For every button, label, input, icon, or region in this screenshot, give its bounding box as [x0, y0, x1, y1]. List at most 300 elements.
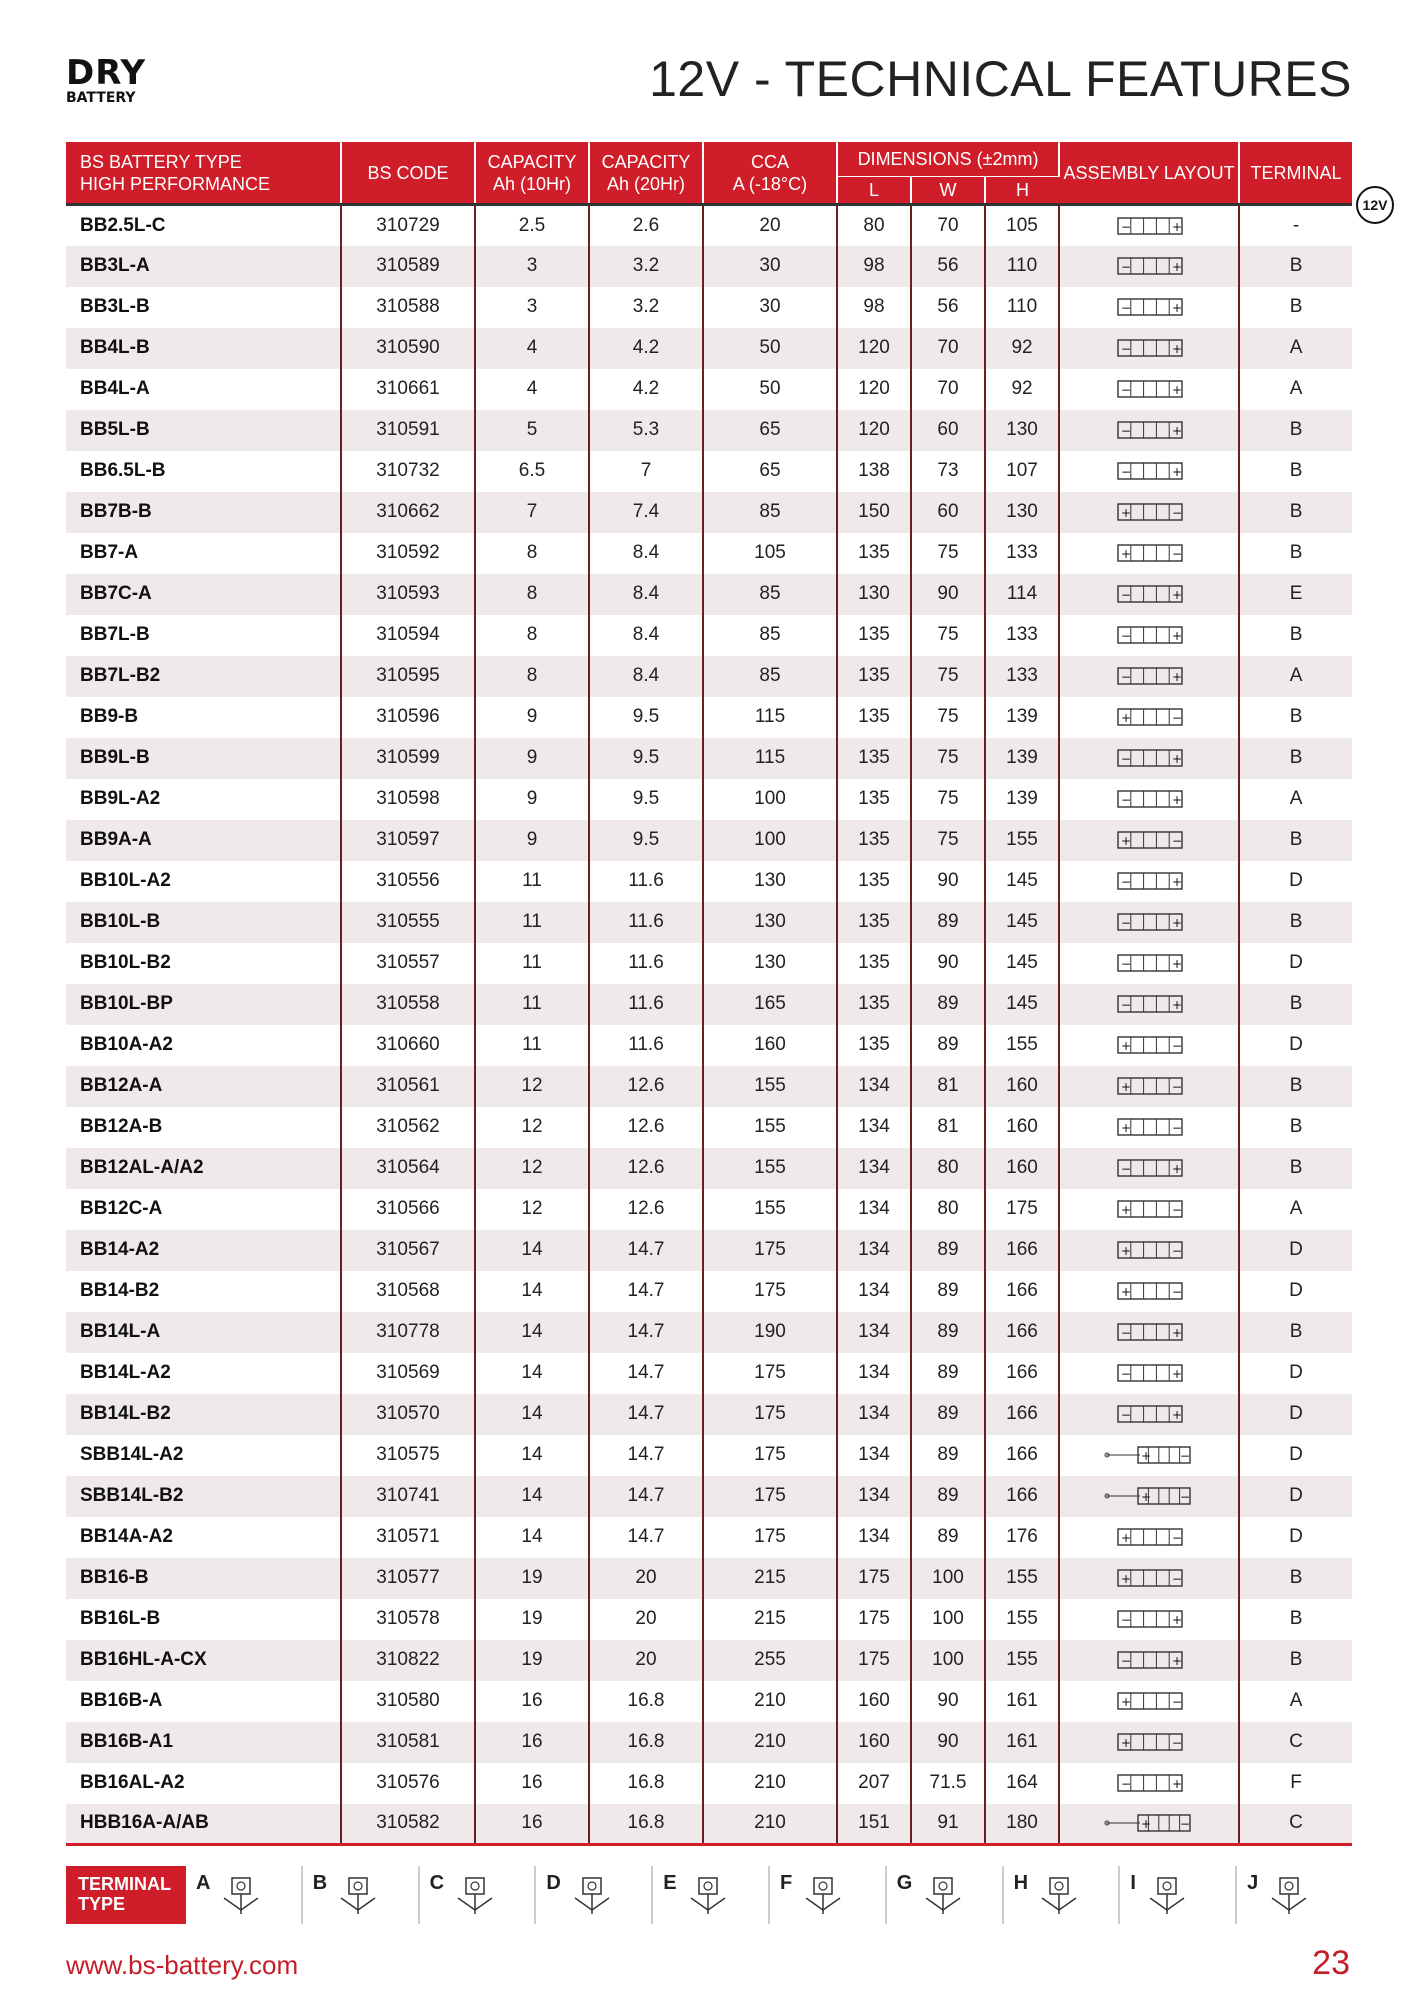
cell-w: 75	[911, 820, 985, 861]
cell-type: BB6.5L-B	[66, 451, 341, 492]
cell-w: 89	[911, 1517, 985, 1558]
header-type	[66, 142, 341, 205]
cell-cca: 130	[703, 861, 837, 902]
cell-w: 81	[911, 1107, 985, 1148]
cell-cca: 85	[703, 615, 837, 656]
cell-l: 134	[837, 1435, 911, 1476]
cell-code: 310778	[341, 1312, 475, 1353]
cell-h: 160	[985, 1066, 1059, 1107]
cell-cap10: 5	[475, 410, 589, 451]
svg-text:−: −	[1172, 1285, 1183, 1299]
terminal-type-item	[303, 1866, 420, 1924]
cell-terminal: C	[1289, 1731, 1303, 1752]
svg-text:−: −	[1121, 1408, 1132, 1422]
cell-type: SBB14L-A2	[66, 1435, 341, 1476]
svg-text:+: +	[1121, 506, 1132, 520]
cell-terminal: B	[1289, 419, 1303, 440]
cell-cca: 175	[703, 1353, 837, 1394]
cell-code: 310569	[341, 1353, 475, 1394]
assembly-layout-icon	[1059, 533, 1239, 574]
cell-cca: 155	[703, 1066, 837, 1107]
brand-sub: BATTERY	[66, 90, 136, 106]
cell-h: 176	[985, 1517, 1059, 1558]
table-row	[66, 1189, 1352, 1230]
table-row	[66, 1763, 1352, 1804]
cell-cap10: 16	[475, 1722, 589, 1763]
cell-l: 130	[837, 574, 911, 615]
assembly-layout-icon	[1059, 1435, 1239, 1476]
cell-w: 100	[911, 1640, 985, 1681]
svg-text:+: +	[1172, 1654, 1183, 1668]
svg-text:+: +	[1172, 875, 1183, 889]
cell-w: 80	[911, 1189, 985, 1230]
cell-terminal: D	[1289, 1526, 1303, 1547]
cell-type: BB4L-A	[66, 369, 341, 410]
svg-text:−: −	[1121, 301, 1132, 315]
cell-l: 134	[837, 1271, 911, 1312]
cell-w: 91	[911, 1804, 985, 1845]
cell-type: BB12A-B	[66, 1107, 341, 1148]
table-row	[66, 451, 1352, 492]
cell-h: 130	[985, 492, 1059, 533]
cell-cap10: 14	[475, 1517, 589, 1558]
svg-text:−: −	[1121, 1367, 1132, 1381]
table-row	[66, 1681, 1352, 1722]
cell-h: 164	[985, 1763, 1059, 1804]
svg-text:−: −	[1121, 424, 1132, 438]
svg-text:+: +	[1121, 1039, 1132, 1053]
cell-type: BB16AL-A2	[66, 1763, 341, 1804]
cell-cap20: 3.2	[589, 246, 703, 287]
cell-w: 75	[911, 656, 985, 697]
cell-terminal: C	[1239, 1804, 1352, 1845]
svg-text:−: −	[1172, 1203, 1183, 1217]
cell-type: SBB14L-B2	[66, 1476, 341, 1517]
cell-w: 73	[911, 451, 985, 492]
assembly-layout-icon	[1059, 328, 1239, 369]
svg-text:−: −	[1172, 1572, 1183, 1586]
cell-l: 151	[837, 1804, 911, 1845]
cell-l: 134	[837, 1394, 911, 1435]
cell-h: 139	[985, 779, 1059, 820]
table-row	[66, 1107, 1352, 1148]
cell-cap10: 2.5	[475, 205, 589, 246]
cell-cca: 175	[703, 1476, 837, 1517]
table-row	[66, 779, 1352, 820]
cell-cap10: 3	[475, 287, 589, 328]
cell-cca: 210	[703, 1763, 837, 1804]
table-row	[66, 984, 1352, 1025]
cell-cca: 175	[703, 1517, 837, 1558]
header-type-line2: HIGH PERFORMANCE	[80, 173, 271, 194]
terminal-type-item	[653, 1866, 770, 1924]
cell-l: 135	[837, 820, 911, 861]
cell-cap20: 8.4	[589, 656, 703, 697]
svg-text:+: +	[1121, 1736, 1132, 1750]
table-row	[66, 902, 1352, 943]
cell-terminal: D	[1289, 1362, 1303, 1383]
cell-h: 166	[985, 1230, 1059, 1271]
cell-code: 310589	[341, 246, 475, 287]
assembly-layout-icon	[1059, 1476, 1239, 1517]
cell-code: 310561	[341, 1066, 475, 1107]
cell-cca: 115	[703, 738, 837, 779]
cell-type: BB9L-B	[66, 738, 341, 779]
cell-cap20: 7.4	[589, 492, 703, 533]
cell-h: 155	[985, 1599, 1059, 1640]
cell-h: 133	[985, 615, 1059, 656]
header-cca	[703, 142, 837, 205]
cell-h: 145	[985, 943, 1059, 984]
svg-text:+: +	[1141, 1817, 1152, 1832]
cell-terminal: A	[1289, 665, 1303, 686]
table-row	[66, 492, 1352, 533]
cell-cap10: 7	[475, 492, 589, 533]
cell-w: 89	[911, 984, 985, 1025]
cell-cap20: 14.7	[589, 1271, 703, 1312]
table-row	[66, 1066, 1352, 1107]
table-row	[66, 1271, 1352, 1312]
brand-logo	[66, 53, 147, 106]
assembly-layout-icon	[1059, 1804, 1239, 1845]
svg-text:+: +	[1172, 342, 1183, 356]
terminal-type-item	[1237, 1866, 1352, 1924]
svg-text:+: +	[1172, 957, 1183, 971]
cell-h: 133	[985, 656, 1059, 697]
svg-text:−: −	[1121, 383, 1132, 397]
cell-cap10: 14	[475, 1312, 589, 1353]
cell-cap10: 11	[475, 1025, 589, 1066]
cell-cap10: 14	[475, 1271, 589, 1312]
cell-l: 135	[837, 861, 911, 902]
cell-terminal: D	[1289, 1034, 1303, 1055]
cell-cca: 160	[703, 1025, 837, 1066]
cell-terminal: B	[1289, 1075, 1303, 1096]
terminal-d-icon	[571, 1872, 615, 1921]
cell-cap10: 14	[475, 1353, 589, 1394]
cell-code: 310582	[341, 1804, 475, 1845]
cell-type: BB7B-B	[66, 492, 341, 533]
cell-cap20: 5.3	[589, 410, 703, 451]
cell-terminal: D	[1289, 1444, 1303, 1465]
terminal-type-letter: B	[312, 1872, 328, 1894]
header-assembly: ASSEMBLY LAYOUT	[1059, 142, 1239, 205]
cell-cap20: 14.7	[589, 1353, 703, 1394]
assembly-layout-icon	[1059, 1312, 1239, 1353]
svg-text:+: +	[1172, 752, 1183, 766]
cell-cap20: 9.5	[589, 779, 703, 820]
terminal-type-item	[420, 1866, 537, 1924]
cell-h: 139	[985, 738, 1059, 779]
cell-type: BB7-A	[66, 533, 341, 574]
header-dimensions: DIMENSIONS (±2mm)	[837, 142, 1059, 177]
cell-h: 145	[985, 902, 1059, 943]
cell-cap20: 20	[589, 1558, 703, 1599]
cell-h: 155	[985, 1558, 1059, 1599]
cell-cap20: 11.6	[589, 902, 703, 943]
cell-l: 134	[837, 1107, 911, 1148]
cell-terminal: D	[1289, 870, 1303, 891]
cell-w: 89	[911, 1476, 985, 1517]
svg-text:−: −	[1172, 1244, 1183, 1258]
terminal-j-icon	[1268, 1872, 1312, 1921]
cell-type: BB14-A2	[66, 1230, 341, 1271]
svg-text:+: +	[1121, 1203, 1132, 1217]
cell-cap20: 14.7	[589, 1394, 703, 1435]
cell-cca: 50	[703, 369, 837, 410]
terminal-a-icon	[220, 1872, 264, 1921]
cell-cap20: 12.6	[589, 1148, 703, 1189]
cell-cap10: 14	[475, 1476, 589, 1517]
cell-type: BB10A-A2	[66, 1025, 341, 1066]
cell-cap20: 11.6	[589, 984, 703, 1025]
svg-text:−: −	[1121, 916, 1132, 930]
cell-cca: 210	[703, 1681, 837, 1722]
assembly-layout-icon	[1059, 1640, 1239, 1681]
svg-text:−: −	[1121, 752, 1132, 766]
cell-l: 134	[837, 1476, 911, 1517]
cell-code: 310598	[341, 779, 475, 820]
assembly-layout-icon	[1059, 1189, 1239, 1230]
cell-terminal: B	[1289, 1608, 1303, 1629]
cell-cap10: 14	[475, 1394, 589, 1435]
cell-cca: 155	[703, 1189, 837, 1230]
cell-cca: 100	[703, 779, 837, 820]
svg-text:−: −	[1180, 1490, 1191, 1504]
cell-terminal: B	[1289, 829, 1303, 850]
cell-terminal: B	[1289, 1321, 1303, 1342]
assembly-layout-icon	[1059, 492, 1239, 533]
assembly-layout-icon	[1059, 205, 1239, 246]
cell-code: 310591	[341, 410, 475, 451]
cell-cca: 175	[703, 1230, 837, 1271]
cell-type: BB4L-B	[66, 328, 341, 369]
cell-code: 310595	[341, 656, 475, 697]
cell-code: 310571	[341, 1517, 475, 1558]
cell-terminal: B	[1289, 1116, 1303, 1137]
svg-text:+: +	[1172, 916, 1183, 930]
svg-text:−: −	[1121, 998, 1132, 1012]
cell-code: 310566	[341, 1189, 475, 1230]
cell-cap10: 12	[475, 1189, 589, 1230]
svg-text:+: +	[1121, 711, 1132, 725]
table-row	[66, 656, 1352, 697]
cell-l: 135	[837, 902, 911, 943]
cell-code: 310590	[341, 328, 475, 369]
assembly-layout-icon	[1059, 410, 1239, 451]
cell-code: 310576	[341, 1763, 475, 1804]
svg-text:+: +	[1141, 1490, 1152, 1504]
terminal-type-item	[186, 1866, 303, 1924]
terminal-type-item	[770, 1866, 887, 1924]
svg-text:+: +	[1172, 424, 1183, 438]
svg-text:+: +	[1121, 834, 1132, 848]
cell-cap10: 19	[475, 1640, 589, 1681]
svg-text:−: −	[1121, 629, 1132, 643]
header-dim-h: H	[985, 177, 1059, 205]
cell-w: 70	[911, 328, 985, 369]
assembly-layout-icon	[1059, 738, 1239, 779]
cell-l: 135	[837, 656, 911, 697]
cell-type: BB16B-A	[66, 1681, 341, 1722]
cell-cap20: 8.4	[589, 574, 703, 615]
terminal-type-item	[1120, 1866, 1237, 1924]
cell-code: 310568	[341, 1271, 475, 1312]
cell-type: BB10L-A2	[66, 861, 341, 902]
table-row	[66, 1804, 1352, 1845]
cell-w: 89	[911, 1353, 985, 1394]
table-row	[66, 1148, 1352, 1189]
cell-code: 310562	[341, 1107, 475, 1148]
table-row	[66, 1476, 1352, 1517]
cell-code: 310580	[341, 1681, 475, 1722]
cell-cap10: 12	[475, 1148, 589, 1189]
assembly-layout-icon	[1059, 615, 1239, 656]
cell-l: 135	[837, 779, 911, 820]
cell-l: 134	[837, 1148, 911, 1189]
cell-h: 139	[985, 697, 1059, 738]
svg-text:+: +	[1121, 1080, 1132, 1094]
cell-cca: 130	[703, 902, 837, 943]
table-row	[66, 1230, 1352, 1271]
assembly-layout-icon	[1059, 1722, 1239, 1763]
cell-cap20: 14.7	[589, 1435, 703, 1476]
cell-cap10: 9	[475, 697, 589, 738]
cell-code: 310592	[341, 533, 475, 574]
terminal-type-label-line1: TERMINAL	[78, 1874, 171, 1894]
cell-type: BB14L-B2	[66, 1394, 341, 1435]
cell-h: 110	[985, 246, 1059, 287]
assembly-layout-icon	[1059, 451, 1239, 492]
cell-code: 310729	[341, 205, 475, 246]
cell-type: BB3L-B	[66, 287, 341, 328]
cell-cap20: 20	[589, 1599, 703, 1640]
assembly-layout-icon	[1059, 656, 1239, 697]
cell-code: 310597	[341, 820, 475, 861]
cell-cca: 175	[703, 1271, 837, 1312]
cell-type: BB12AL-A/A2	[66, 1148, 341, 1189]
cell-l: 135	[837, 697, 911, 738]
assembly-layout-icon	[1059, 697, 1239, 738]
svg-text:+: +	[1121, 1531, 1132, 1545]
svg-text:−: −	[1121, 465, 1132, 479]
cell-terminal: B	[1289, 747, 1303, 768]
terminal-c-icon	[454, 1872, 498, 1921]
cell-terminal: B	[1289, 1649, 1303, 1670]
cell-cca: 215	[703, 1558, 837, 1599]
cell-w: 89	[911, 1435, 985, 1476]
cell-w: 89	[911, 902, 985, 943]
table-row	[66, 1312, 1352, 1353]
cell-w: 56	[911, 287, 985, 328]
cell-cca: 155	[703, 1107, 837, 1148]
svg-text:+: +	[1172, 301, 1183, 315]
assembly-layout-icon	[1059, 1025, 1239, 1066]
cell-l: 120	[837, 369, 911, 410]
page-title: 12V - TECHNICAL FEATURES	[649, 51, 1352, 107]
terminal-g-icon	[922, 1872, 966, 1921]
svg-text:+: +	[1172, 588, 1183, 602]
cell-w: 100	[911, 1599, 985, 1640]
cell-h: 166	[985, 1312, 1059, 1353]
cell-terminal: B	[1289, 542, 1303, 563]
cell-terminal: B	[1289, 1157, 1303, 1178]
svg-text:+: +	[1172, 670, 1183, 684]
assembly-layout-icon	[1059, 1599, 1239, 1640]
cell-l: 80	[837, 205, 911, 246]
cell-cap10: 16	[475, 1804, 589, 1845]
cell-cap20: 9.5	[589, 697, 703, 738]
cell-terminal: D	[1289, 1485, 1303, 1506]
cell-code: 310741	[341, 1476, 475, 1517]
terminal-e-icon	[687, 1872, 731, 1921]
cell-l: 175	[837, 1558, 911, 1599]
cell-cap20: 4.2	[589, 328, 703, 369]
cell-code: 310570	[341, 1394, 475, 1435]
cell-w: 89	[911, 1271, 985, 1312]
cell-cap10: 9	[475, 779, 589, 820]
cell-cca: 30	[703, 246, 837, 287]
svg-text:−: −	[1121, 1777, 1132, 1791]
cell-l: 138	[837, 451, 911, 492]
cell-l: 175	[837, 1599, 911, 1640]
cell-h: 145	[985, 861, 1059, 902]
cell-cap20: 11.6	[589, 1025, 703, 1066]
cell-w: 81	[911, 1066, 985, 1107]
assembly-layout-icon	[1059, 369, 1239, 410]
svg-text:−: −	[1172, 547, 1183, 561]
cell-cap20: 14.7	[589, 1476, 703, 1517]
cell-h: 155	[985, 1640, 1059, 1681]
cell-cap20: 2.6	[589, 205, 703, 246]
cell-cap20: 7	[589, 451, 703, 492]
cell-type: BB14A-A2	[66, 1517, 341, 1558]
cell-code: 310596	[341, 697, 475, 738]
svg-text:+: +	[1121, 1244, 1132, 1258]
cell-cap20: 14.7	[589, 1517, 703, 1558]
cell-w: 75	[911, 779, 985, 820]
cell-h: 161	[985, 1722, 1059, 1763]
cell-w: 89	[911, 1230, 985, 1271]
table-row	[66, 697, 1352, 738]
cell-type: HBB16A-A/AB	[66, 1804, 341, 1845]
table-row	[66, 205, 1352, 246]
svg-text:+: +	[1172, 383, 1183, 397]
table-row	[66, 861, 1352, 902]
table-row	[66, 1517, 1352, 1558]
table-row	[66, 1558, 1352, 1599]
terminal-f-icon	[802, 1872, 846, 1921]
terminal-type-item	[887, 1866, 1004, 1924]
cell-type: BB12A-A	[66, 1066, 341, 1107]
cell-cap10: 11	[475, 902, 589, 943]
cell-l: 98	[837, 287, 911, 328]
cell-code: 310593	[341, 574, 475, 615]
spec-table	[66, 142, 1352, 1846]
header-terminal: TERMINAL	[1239, 142, 1352, 205]
cell-h: 155	[985, 820, 1059, 861]
cell-cca: 50	[703, 328, 837, 369]
terminal-type-label	[66, 1866, 186, 1924]
cell-cca: 85	[703, 574, 837, 615]
cell-cap20: 9.5	[589, 738, 703, 779]
footer-url[interactable]: www.bs-battery.com	[66, 1950, 299, 1980]
terminal-type-letter: J	[1247, 1872, 1259, 1894]
cell-h: 155	[985, 1025, 1059, 1066]
svg-text:+: +	[1141, 1449, 1152, 1463]
cell-cca: 100	[703, 820, 837, 861]
cell-cca: 175	[703, 1394, 837, 1435]
